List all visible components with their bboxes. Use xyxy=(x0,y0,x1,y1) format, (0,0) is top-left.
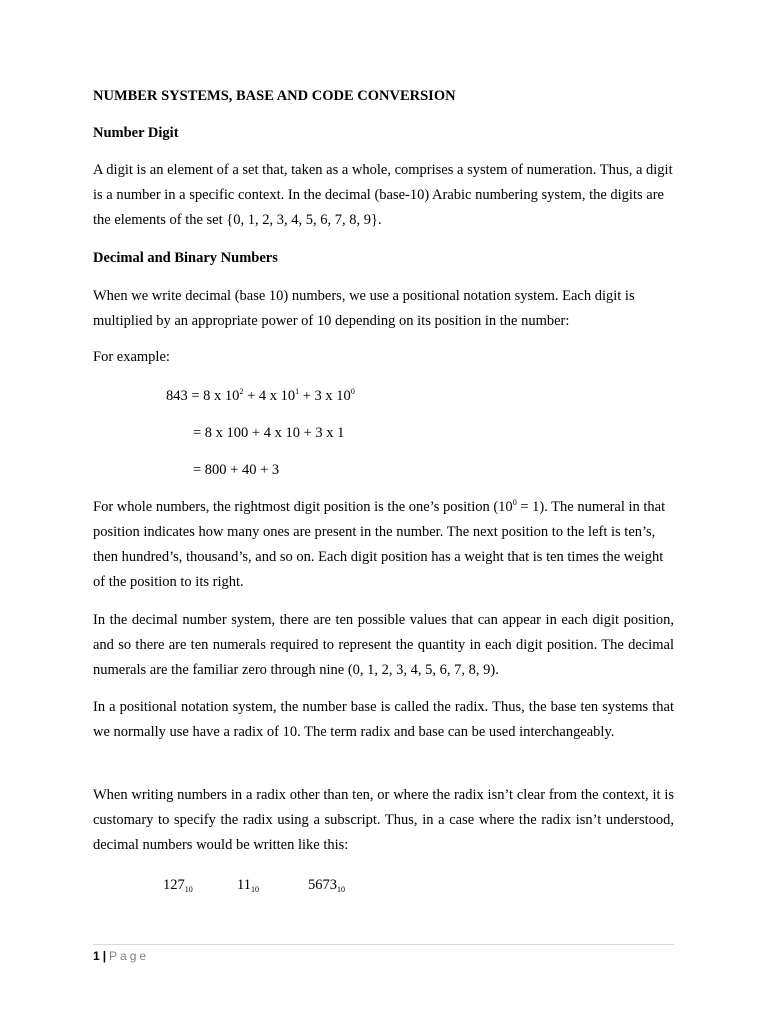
paragraph-digit-weights-exponent: 0 xyxy=(512,498,517,507)
footer-separator: | xyxy=(102,949,107,963)
paragraph-positional-notation: When we write decimal (base 10) numbers, we use a positional notation system. Each digit is multiplied by an appropriate power of 10 depending on its position in the number: xyxy=(93,288,635,329)
equation-1-exponent-2: 1 xyxy=(295,387,300,396)
radix-example xyxy=(163,876,193,894)
paragraph-subscript-radix: When writing numbers in a radix other than ten, or where the radix isn’t clear from the context, it is customary to specify the radix using a subscript. Thus, in a case where the radix isn’t understood, decimal numbers would be written like this: xyxy=(93,787,674,853)
heading-number-digit: Number Digit xyxy=(93,125,179,141)
document-page xyxy=(93,0,674,1024)
equation-1-exponent-1: 2 xyxy=(239,387,244,396)
equation-1-term-2: + 4 x 10 xyxy=(243,388,296,404)
paragraph-number-digit: A digit is an element of a set that, taken as a whole, comprises a system of numeration. Thus, a digit is a number in a specific context. In the decimal (base-10) Arabic numbering system, the digits are the elements of the set {0, 1, 2, 3, 4, 5, 6, 7, 8, 9}. xyxy=(93,162,673,228)
equation-1-lhs: 843 = 8 x 10 xyxy=(166,388,240,404)
paragraph-radix: In a positional notation system, the number base is called the radix. Thus, the base ten systems that we normally use have a radix of 10. The term radix and base can be used interchangeably. xyxy=(93,699,674,740)
equation-line-3: = 800 + 40 + 3 xyxy=(193,462,280,478)
equation-line-2: = 8 x 100 + 4 x 10 + 3 x 1 xyxy=(193,425,345,441)
heading-decimal-binary: Decimal and Binary Numbers xyxy=(93,250,278,266)
radix-example xyxy=(237,876,259,894)
radix-example-subscript: 10 xyxy=(337,885,345,894)
radix-example-number: 127 xyxy=(163,877,185,893)
document-title: NUMBER SYSTEMS, BASE AND CODE CONVERSION xyxy=(93,88,456,104)
equation-1-term-3: + 3 x 10 xyxy=(299,388,351,404)
equation-line-1 xyxy=(166,387,355,405)
page-footer xyxy=(93,948,149,964)
paragraph-digit-weights xyxy=(93,495,674,595)
paragraph-digit-weights-part-2: = 1). The numeral in that position indicates how many ones are present in the number. The next position to the left is ten’s, then hundred’s, thousand’s, and so on. Each digit position has a weight that is ten times the weight of the position to its right. xyxy=(93,499,666,590)
page-label: Page xyxy=(109,949,150,963)
footer-divider xyxy=(93,944,674,945)
radix-example xyxy=(308,876,345,894)
paragraph-digit-weights-part-1: For whole numbers, the rightmost digit position is the one’s position (10 xyxy=(93,499,513,515)
radix-example-subscript: 10 xyxy=(250,885,259,894)
page-number: 1 xyxy=(93,949,100,963)
paragraph-ten-numerals: In the decimal number system, there are ten possible values that can appear in each digit position, and so there are ten numerals required to represent the quantity in each digit position. The decimal numerals are the familiar zero through nine (0, 1, 2, 3, 4, 5, 6, 7, 8, 9). xyxy=(93,612,674,678)
radix-example-number: 11 xyxy=(237,877,251,893)
radix-example-number: 5673 xyxy=(308,877,337,893)
radix-example-subscript: 10 xyxy=(184,885,193,894)
equation-1-exponent-3: 0 xyxy=(350,387,355,396)
for-example-label: For example: xyxy=(93,349,170,365)
